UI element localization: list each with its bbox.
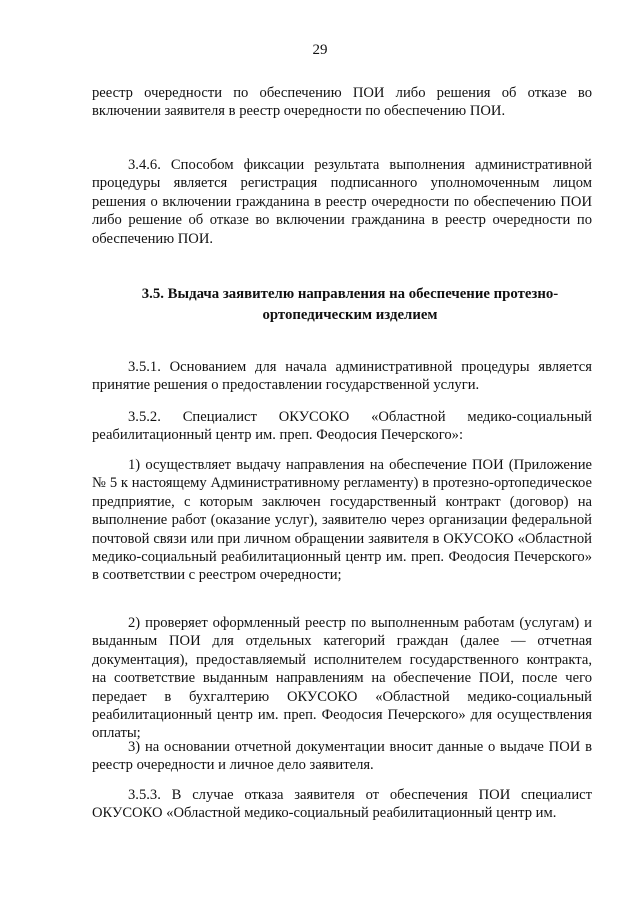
list-item-1: 1) осуществляет выдачу направления на обеспечение ПОИ (Приложение № 5 к настоящему Административному регламенту) в протезно-ортопедическое предприятие, с которым заключен государственный контракт (договор) на выполнение работ (оказание услуг), заявителю через организации федеральной почтовой связи или при личном обращении заявителя в ОКУСОКО «Областной медико-социальный реабилитационный центр им. преп. Феодосия Печерского» в соответствии с реестром очередности; [92,457,592,584]
list-item-2: 2) проверяет оформленный реестр по выполненным работам (услугам) и выданным ПОИ для отдельных категорий граждан (далее — отчетная документация), предоставляемый исполнителем государственного контракта, на соответствие выданным направлениям на обеспечение ПОИ, после чего передает в бухгалтерию ОКУСОКО «Областной медико-социальный реабилитационный центр им. преп. Феодосия Печерского» для осуществления оплаты; [92,615,592,742]
section-heading-3-5: 3.5. Выдача заявителю направления на обеспечение протезно-ортопедическим изделием [141,286,559,323]
page-number: 29 [312,42,328,58]
list-item-3: 3) на основании отчетной документации вносит данные о выдаче ПОИ в реестр очередности и личное дело заявителя. [92,739,592,774]
paragraph-continuation: реестр очередности по обеспечению ПОИ либо решения об отказе во включении заявителя в реестр очередности по обеспечению ПОИ. [92,85,592,120]
paragraph-3-4-6: 3.4.6. Способом фиксации результата выполнения административной процедуры является регистрация подписанного уполномоченным лицом решения о включении гражданина в реестр очередности по обеспечению ПОИ либо решение об отказе во включении гражданина в реестр очередности по обеспечению ПОИ. [92,157,592,247]
paragraph-3-5-3: 3.5.3. В случае отказа заявителя от обеспечения ПОИ специалист ОКУСОКО «Областной медико-социальный реабилитационный центр им. [92,787,592,822]
paragraph-3-5-2: 3.5.2. Специалист ОКУСОКО «Областной медико-социальный реабилитационный центр им. преп. Феодосия Печерского»: [92,409,592,444]
paragraph-3-5-1: 3.5.1. Основанием для начала административной процедуры является принятие решения о предоставлении государственной услуги. [92,359,592,394]
